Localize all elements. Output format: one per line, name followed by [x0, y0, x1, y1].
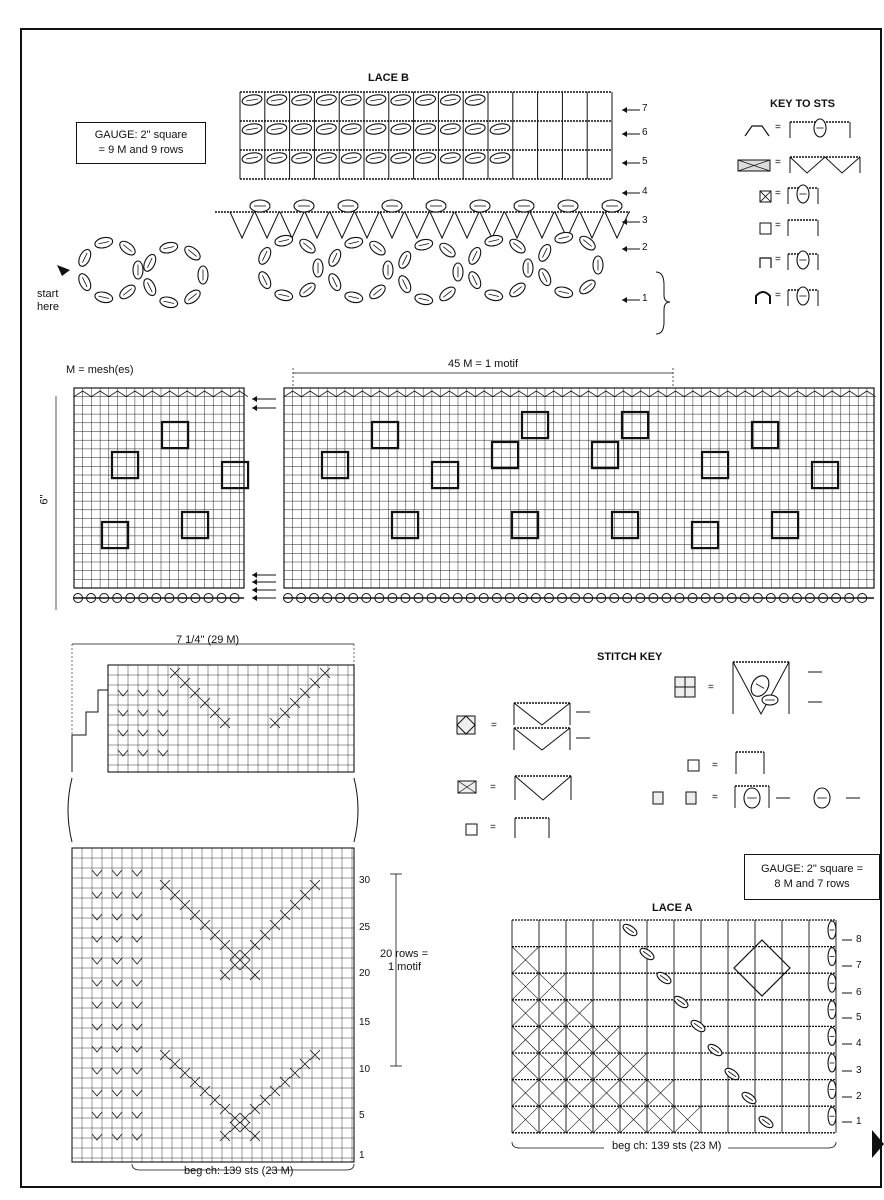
lace-a-x — [512, 1000, 539, 1027]
key-equals: = — [775, 254, 781, 265]
lace-a-row-number: 5 — [856, 1012, 862, 1023]
lace-a-title: LACE A — [652, 902, 693, 914]
lace-b-row-number: 7 — [642, 103, 648, 114]
lace-a-beg-ch: beg ch: 139 sts (23 M) — [612, 1140, 722, 1152]
motif-rows-label-1: 20 rows = — [380, 948, 428, 960]
lace-b-title: LACE B — [368, 72, 409, 84]
key-to-sts-title: KEY TO STS — [770, 98, 836, 110]
lace-a-x — [512, 1080, 539, 1107]
lace-b-row-number: 4 — [642, 186, 648, 197]
next-page-tab — [872, 1130, 884, 1158]
start-label-1: start — [37, 288, 59, 300]
lace-a-x — [539, 973, 566, 1000]
lace-b-row-number: 5 — [642, 156, 648, 167]
left-beg-ch: beg ch: 139 sts (23 M) — [184, 1165, 294, 1177]
lace-b-gauge-line1: GAUGE: 2" square — [94, 129, 188, 141]
lace-a-gauge-line1: GAUGE: 2" square = — [760, 863, 864, 875]
lace-a-x — [593, 1026, 620, 1053]
lace-a-gauge-line2: 8 M and 7 rows — [774, 877, 850, 890]
stitch-key-title: STITCH KEY — [597, 651, 663, 663]
lace-b-row-number: 6 — [642, 127, 648, 138]
left-row-number: 5 — [359, 1110, 365, 1121]
lace-a-x — [512, 1026, 539, 1053]
key-equals: = — [775, 220, 781, 231]
lace-a-x — [512, 973, 539, 1000]
lace-a-x — [566, 1000, 593, 1027]
start-label-2: here — [37, 301, 60, 313]
lace-a-x — [539, 1026, 566, 1053]
key-equals: = — [775, 122, 781, 133]
lace-a-x — [512, 1106, 539, 1133]
lace-a-x — [593, 1080, 620, 1107]
lace-a-x — [566, 1080, 593, 1107]
lace-a-x — [566, 1026, 593, 1053]
lace-a-x — [593, 1106, 620, 1133]
mesh-note: M = mesh(es) — [66, 364, 134, 376]
left-row-number: 20 — [359, 968, 371, 979]
height-label: 6" — [38, 494, 51, 505]
key-equals: = — [775, 157, 781, 168]
left-row-number: 1 — [359, 1150, 365, 1161]
lace-a-x — [593, 1053, 620, 1080]
lace-a-row-number: 3 — [856, 1065, 862, 1076]
left-row-number: 30 — [359, 875, 371, 886]
stitch-key-equals: = — [712, 792, 718, 803]
stitch-key-equals: = — [490, 822, 496, 833]
left-chart-width-label: 7 1/4" (29 M) — [176, 634, 240, 646]
lace-a-x — [674, 1106, 701, 1133]
lace-b-row-number: 1 — [642, 293, 648, 304]
lace-b-row-number: 2 — [642, 242, 648, 253]
key-equals: = — [775, 290, 781, 301]
left-row-number: 15 — [359, 1017, 371, 1028]
lace-a-x — [539, 1053, 566, 1080]
left-row-number: 10 — [359, 1064, 371, 1075]
lace-a-x — [620, 1080, 647, 1107]
lace-a-row-number: 1 — [856, 1116, 862, 1127]
lace-a-x — [539, 1080, 566, 1107]
lace-b-gauge-line2: = 9 M and 9 rows — [98, 143, 184, 156]
stitch-key-equals: = — [491, 720, 497, 731]
key-equals: = — [775, 188, 781, 199]
stitch-key-equals: = — [712, 760, 718, 771]
lace-a-x — [566, 1053, 593, 1080]
lace-a-row-number: 8 — [856, 934, 862, 945]
lace-a-x — [539, 1000, 566, 1027]
lace-a-x — [512, 1053, 539, 1080]
stitch-key-equals: = — [490, 782, 496, 793]
lace-a-x — [647, 1080, 674, 1107]
lace-a-row-number: 2 — [856, 1091, 862, 1102]
lace-a-row-number: 4 — [856, 1038, 862, 1049]
left-row-number: 25 — [359, 922, 371, 933]
lace-a-x — [647, 1106, 674, 1133]
motif-rows-label-2: 1 motif — [388, 961, 422, 973]
lace-a-x — [539, 1106, 566, 1133]
lace-a-x — [512, 947, 539, 974]
lace-a-row-number: 6 — [856, 987, 862, 998]
lace-a-x — [566, 1106, 593, 1133]
lace-a-x — [620, 1106, 647, 1133]
lace-b-row-number: 3 — [642, 215, 648, 226]
lace-a-x — [620, 1053, 647, 1080]
motif-note: 45 M = 1 motif — [448, 358, 519, 370]
lace-a-row-number: 7 — [856, 960, 862, 971]
stitch-key-equals: = — [708, 682, 714, 693]
